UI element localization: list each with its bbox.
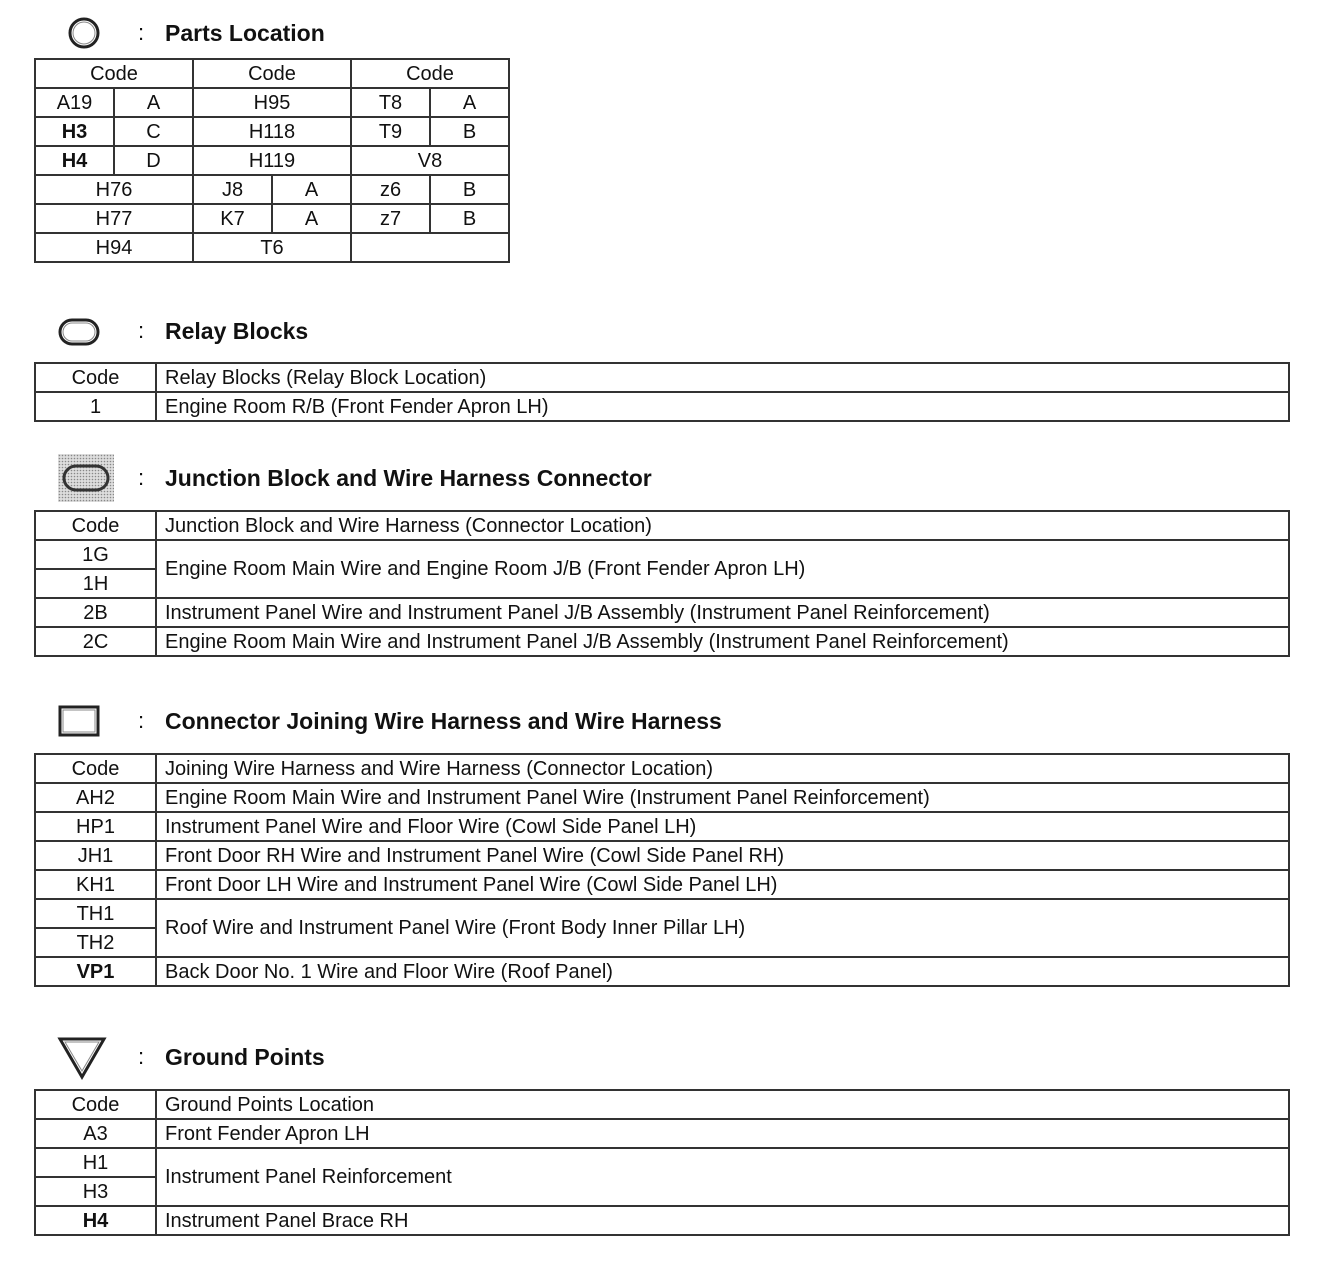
- sub-code-cell: A: [430, 88, 509, 117]
- code-cell: H77: [35, 204, 193, 233]
- sub-code-cell: D: [114, 146, 193, 175]
- rectangle-symbol-icon: [56, 701, 106, 741]
- section-title: Parts Location: [165, 19, 325, 46]
- table-row: [35, 392, 1289, 421]
- table-header-row: [35, 363, 1289, 392]
- description-cell: Front Door RH Wire and Instrument Panel Wire (Cowl Side Panel RH): [156, 841, 1289, 870]
- table-header-row: [35, 59, 509, 88]
- table-header-row: [35, 1090, 1289, 1119]
- description-cell: Instrument Panel Reinforcement: [156, 1148, 1289, 1206]
- table-row: [35, 899, 1289, 928]
- description-header: Ground Points Location: [156, 1090, 1289, 1119]
- table-header-row: [35, 754, 1289, 783]
- ground-points-heading: [34, 1037, 634, 1077]
- sub-code-cell: B: [430, 117, 509, 146]
- description-cell: Front Fender Apron LH: [156, 1119, 1289, 1148]
- code-cell: H118: [193, 117, 351, 146]
- description-header: Relay Blocks (Relay Block Location): [156, 363, 1289, 392]
- table-row: [35, 870, 1289, 899]
- table-row: [35, 1206, 1289, 1235]
- parts-location-heading: [34, 13, 634, 53]
- code-cell: A19: [35, 88, 114, 117]
- code-cell: T6: [193, 233, 351, 262]
- table-row: [35, 1119, 1289, 1148]
- sub-code-cell: B: [430, 175, 509, 204]
- code-cell: H4: [35, 146, 114, 175]
- code-cell: TH2: [35, 928, 156, 957]
- code-header: Code: [35, 754, 156, 783]
- code-cell: H76: [35, 175, 193, 204]
- description-cell: Instrument Panel Wire and Instrument Panel J/B Assembly (Instrument Panel Reinforcement): [156, 598, 1289, 627]
- code-cell: 1G: [35, 540, 156, 569]
- code-cell: T9: [351, 117, 430, 146]
- rounded-oval-symbol-icon: [56, 311, 106, 351]
- description-cell: Instrument Panel Wire and Floor Wire (Cowl Side Panel LH): [156, 812, 1289, 841]
- code-header: Code: [35, 363, 156, 392]
- table-row: [35, 540, 1289, 569]
- header-cell: Code: [351, 59, 509, 88]
- table-header-row: [35, 511, 1289, 540]
- relay-blocks-table: [34, 362, 1290, 422]
- table-row: [35, 783, 1289, 812]
- section-title: Junction Block and Wire Harness Connector: [165, 464, 652, 491]
- description-cell: Engine Room R/B (Front Fender Apron LH): [156, 392, 1289, 421]
- code-cell: H1: [35, 1148, 156, 1177]
- code-cell: 1: [35, 392, 156, 421]
- description-cell: Front Door LH Wire and Instrument Panel Wire (Cowl Side Panel LH): [156, 870, 1289, 899]
- code-cell: H119: [193, 146, 351, 175]
- sub-code-cell: B: [430, 204, 509, 233]
- code-cell: 1H: [35, 569, 156, 598]
- table-row: [35, 841, 1289, 870]
- code-cell: z6: [351, 175, 430, 204]
- sub-code-cell: A: [272, 175, 351, 204]
- table-row: [35, 233, 509, 262]
- table-row: [35, 204, 509, 233]
- junction-block-table: [34, 510, 1290, 657]
- parts-location-table: [34, 58, 510, 263]
- code-cell: H94: [35, 233, 193, 262]
- code-cell: KH1: [35, 870, 156, 899]
- section-title: Ground Points: [165, 1043, 325, 1070]
- shaded-oval-symbol-icon: [58, 454, 114, 502]
- code-cell: 2B: [35, 598, 156, 627]
- heading-colon: :: [138, 1044, 145, 1069]
- sub-code-cell: A: [272, 204, 351, 233]
- table-row: [35, 812, 1289, 841]
- circle-symbol-icon: [64, 13, 104, 53]
- code-cell: K7: [193, 204, 272, 233]
- description-cell: Engine Room Main Wire and Instrument Panel Wire (Instrument Panel Reinforcement): [156, 783, 1289, 812]
- description-header: Joining Wire Harness and Wire Harness (Connector Location): [156, 754, 1289, 783]
- code-header: Code: [35, 1090, 156, 1119]
- code-cell: JH1: [35, 841, 156, 870]
- table-row: [35, 146, 509, 175]
- description-cell: Engine Room Main Wire and Engine Room J/B (Front Fender Apron LH): [156, 540, 1289, 598]
- triangle-symbol-icon: [54, 1035, 110, 1083]
- empty-cell: [351, 233, 509, 262]
- section-title: Relay Blocks: [165, 317, 309, 344]
- heading-colon: :: [138, 465, 145, 490]
- heading-colon: :: [138, 20, 145, 45]
- description-cell: Instrument Panel Brace RH: [156, 1206, 1289, 1235]
- sub-code-cell: C: [114, 117, 193, 146]
- code-cell: H4: [35, 1206, 156, 1235]
- header-cell: Code: [193, 59, 351, 88]
- heading-colon: :: [138, 708, 145, 733]
- ground-points-table: [34, 1089, 1290, 1236]
- code-cell: T8: [351, 88, 430, 117]
- sub-code-cell: A: [114, 88, 193, 117]
- table-row: [35, 957, 1289, 986]
- code-cell: H3: [35, 1177, 156, 1206]
- code-header: Code: [35, 511, 156, 540]
- description-cell: Back Door No. 1 Wire and Floor Wire (Roof Panel): [156, 957, 1289, 986]
- table-row: [35, 88, 509, 117]
- header-cell: Code: [35, 59, 193, 88]
- table-row: [35, 598, 1289, 627]
- relay-blocks-heading: [34, 311, 634, 351]
- code-cell: TH1: [35, 899, 156, 928]
- description-cell: Engine Room Main Wire and Instrument Panel J/B Assembly (Instrument Panel Reinforcement): [156, 627, 1289, 656]
- code-cell: J8: [193, 175, 272, 204]
- code-cell: H95: [193, 88, 351, 117]
- connector-joining-table: [34, 753, 1290, 987]
- code-cell: V8: [351, 146, 509, 175]
- code-cell: VP1: [35, 957, 156, 986]
- code-cell: z7: [351, 204, 430, 233]
- code-cell: 2C: [35, 627, 156, 656]
- code-cell: AH2: [35, 783, 156, 812]
- section-title: Connector Joining Wire Harness and Wire Harness: [165, 707, 722, 734]
- connector-joining-heading: [34, 701, 934, 741]
- description-cell: Roof Wire and Instrument Panel Wire (Front Body Inner Pillar LH): [156, 899, 1289, 957]
- code-cell: H3: [35, 117, 114, 146]
- table-row: [35, 117, 509, 146]
- code-cell: A3: [35, 1119, 156, 1148]
- table-row: [35, 627, 1289, 656]
- table-row: [35, 175, 509, 204]
- table-row: [35, 1148, 1289, 1177]
- description-header: Junction Block and Wire Harness (Connector Location): [156, 511, 1289, 540]
- junction-block-heading: [34, 458, 934, 498]
- heading-colon: :: [138, 318, 145, 343]
- code-cell: HP1: [35, 812, 156, 841]
